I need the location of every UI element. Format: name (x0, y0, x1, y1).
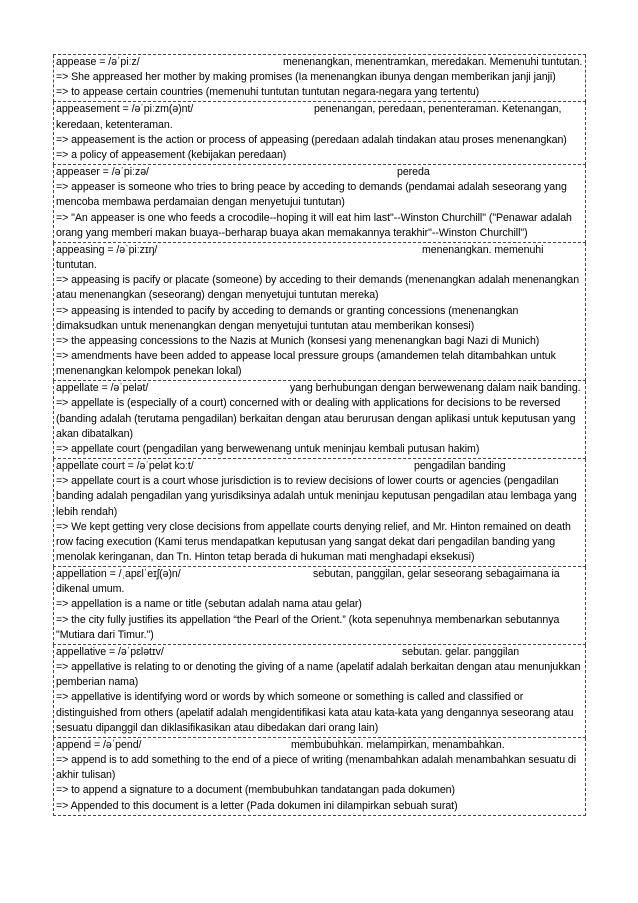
entry-headline (56, 381, 583, 396)
entry-term: appeasement = /əˈpiːzm(ə)nt/ (56, 103, 194, 116)
entry-headline (56, 165, 583, 180)
dictionary-entry (53, 243, 586, 381)
dictionary-entry (53, 567, 586, 645)
dictionary-entry (53, 102, 586, 165)
entry-example: => to append a signature to a document (membubuhkan tandatangan pada dokumen) (56, 784, 456, 797)
entry-definition: yang berhubungan dengan berwewenang dalam naik banding. (290, 382, 581, 395)
entry-headline (56, 102, 583, 132)
entry-definition: penenangan, peredaan, penenteraman. Ketenangan, keredaan, ketenteraman. (56, 103, 562, 131)
entry-example: => a policy of appeasement (kebijakan peredaan) (56, 148, 287, 161)
entry-example: => amendments have been added to appease local pressure groups (amandemen telah ditambahkan untuk menenangkan kelompok penekan lokal) (56, 349, 556, 378)
entry-definition: pereda (397, 166, 430, 179)
dictionary-document (53, 54, 586, 816)
entry-example: => appellate court is a court whose jurisdiction is to review decisions of lower courts or agencies (pengadilan banding adalah pengadilan yang yurisdiksinya adalah untuk meninjau keputusan pengadilan atau lembaga yang lebih rendah) (56, 475, 577, 518)
entry-example: => appellate is (especially of a court) concerned with or dealing with applications for decisions to be reversed (banding adalah (terutama pengadilan) berkaitan dengan atau berurusan dengan aplikasi untuk keputusan yang akan dibatalkan) (56, 397, 576, 440)
entry-example: => the appeasing concessions to the Nazis at Munich (konsesi yang menenangkan bagi Nazi di Munich) (56, 334, 540, 347)
entry-headline (56, 738, 583, 753)
entry-term: appease = /əˈpiːz/ (56, 56, 140, 68)
entry-example: => appeasing is pacify or placate (someone) by acceding to their demands (menenangkan adalah menenangkan atau menenangkan (seseorang) dengan menyetujui tuntutan mereka) (56, 274, 580, 302)
entry-term: appellate court = /əˈpelət kɔːt/ (56, 460, 194, 473)
entry-term: appellation = /ˌapɛlˈeɪʃ(ə)n/ (56, 568, 181, 581)
dictionary-entry (53, 738, 586, 816)
entry-headline (56, 459, 583, 474)
entry-definition: menenangkan, menentramkan, meredakan. Memenuhi tuntutan. (283, 56, 583, 68)
dictionary-entry (53, 55, 586, 102)
entry-definition: pengadilan banding (414, 460, 506, 473)
entry-example: => appeasement is the action or process of appeasing (peredaan adalah tindakan atau proses menenangkan) (56, 133, 567, 146)
dictionary-entry (53, 459, 586, 567)
dictionary-entry (53, 645, 586, 738)
entry-example: => the city fully justifies its appellation “the Pearl of the Orient.” (kota sepenuhnya membenarkan sebutannya "Mutiara dari Timur.") (56, 613, 560, 641)
entry-term: appeaser = /əˈpiːzə/ (56, 166, 149, 179)
entry-example: => append is to add something to the end of a piece of writing (menambahkan adalah menambahkan sesuatu di akhir tulisan) (56, 754, 577, 782)
entry-example: => appellative is identifying word or words by which someone or something is called and classified or distinguished from others (apelatif adalah mengidentifikasi kata atau kata-kata yang dengannya seseorang atau sesuatu dipanggil dan diklasifikasikan atau dibedakan dari orang lain) (56, 691, 574, 734)
entry-definition: sebutan. gelar. panggilan (402, 645, 520, 658)
entry-headline (56, 243, 583, 273)
entry-term: appellative = /əˈpɛlətɪv/ (56, 645, 164, 658)
entry-headline (56, 645, 583, 660)
entry-example: => appellative is relating to or denoting the giving of a name (apelatif adalah berkaitan dengan atau menunjukkan pemberian nama) (56, 661, 581, 689)
entry-definition: membubuhkan. melampirkan, menambahkan. (291, 738, 505, 751)
dictionary-entry (53, 381, 586, 459)
entry-example: => appeasing is intended to pacify by acceding to demands or granting concessions (menenangkan dimaksudkan untuk menenangkan dengan menyetujui tuntutan atau memberikan konsesi) (56, 304, 519, 332)
entry-definition: sebutan, panggilan, gelar seseorang sebagaimana ia dikenal umum. (56, 568, 560, 596)
entry-example: => appellate court (pengadilan yang berwewenang untuk meninjau kembali putusan hakim) (56, 442, 480, 455)
entry-term: append = /əˈpend/ (56, 738, 142, 751)
entry-headline (56, 567, 583, 597)
entry-example: => She appreased her mother by making promises (Ia menenangkan ibunya dengan memberikan janji janji) (56, 71, 556, 84)
entry-term: appellate = /əˈpelət/ (56, 382, 149, 395)
entry-definition: menenangkan. memenuhi tuntutan. (56, 243, 544, 272)
dictionary-entry (53, 165, 586, 243)
entry-example: => appeaser is someone who tries to bring peace by acceding to demands (pendamai adalah seseorang yang mencoba membawa perdamaian dengan menyetujui tuntutan) (56, 181, 567, 209)
entry-example: => We kept getting very close decisions from appellate courts denying relief, and Mr. Hinton remained on death row facing execution (Kami terus mendapatkan keputusan yang sangat dekat dari pengadilan banding yang menolak keringanan, dan Tn. Hinton tetap berada di hukuman mati menghadapi eksekusi) (56, 520, 571, 563)
entry-example: => "An appeaser is one who feeds a crocodile--hoping it will eat him last"--Winston Churchill" ("Penawar adalah orang yang memberi makan buaya--berharap buaya akan memakannya terakhir"--Winston Churchill") (56, 211, 572, 239)
entry-example: => appellation is a name or title (sebutan adalah nama atau gelar) (56, 598, 362, 611)
entry-headline (56, 55, 583, 70)
entry-term: appeasing = /əˈpiːzɪŋ/ (56, 243, 158, 256)
entry-example: => Appended to this document is a letter (Pada dokumen ini dilampirkan sebuah surat) (56, 799, 458, 812)
entry-example: => to appease certain countries (memenuhi tuntutan tuntutan negara-negara yang tertentu) (56, 86, 480, 99)
